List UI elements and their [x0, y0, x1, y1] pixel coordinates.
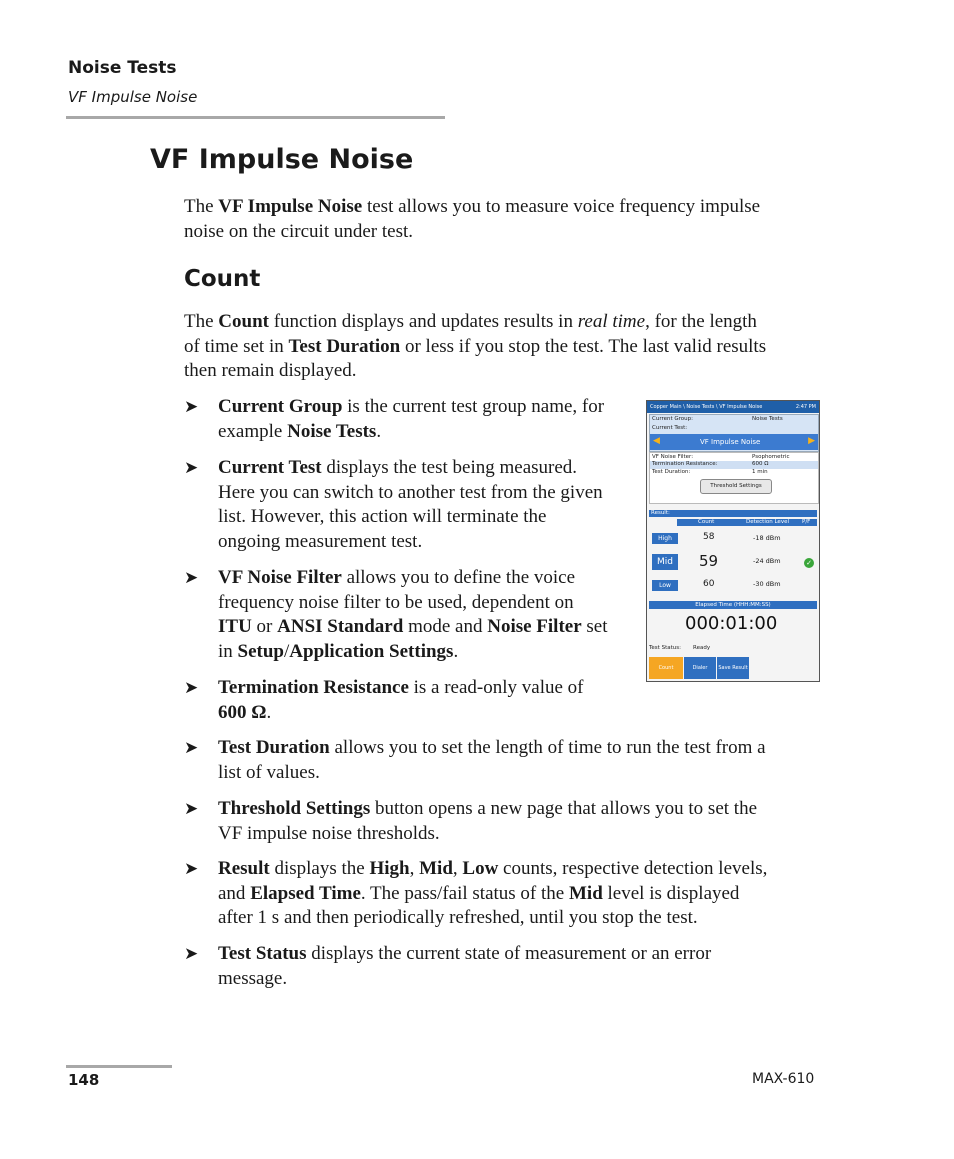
device-title-bar — [647, 401, 819, 413]
bullet-arrow-icon: ➤ — [184, 738, 199, 758]
bullet-arrow-icon: ➤ — [184, 859, 199, 879]
arrow-right-icon[interactable]: ▶ — [808, 436, 815, 446]
result-table: High 58 -18 dBm Mid 59 -24 dBm ✓ Low 60 -30 dBm — [649, 531, 817, 593]
bullet-arrow-icon: ➤ — [184, 458, 199, 478]
device-clock: 2:47 PM — [795, 404, 816, 410]
count-tab-button[interactable]: Count — [649, 657, 683, 679]
running-header-section: VF Impulse Noise — [68, 88, 198, 106]
pass-check-icon: ✓ — [804, 558, 814, 568]
device-breadcrumb: Copper Main \ Noise Tests \ VF Impulse Noise — [650, 404, 763, 410]
running-header-chapter: Noise Tests — [68, 58, 177, 78]
elapsed-time-header: Elapsed Time (HHH:MM:SS) — [649, 601, 817, 609]
count-paragraph: The Count function displays and updates results in real time, for the length of time set in Test Duration or less if you stop the test. The last valid results then remain displayed. — [184, 311, 767, 381]
device-group-panel: Current Group: Noise Tests Current Test: ◀ VF Impulse Noise ▶ — [649, 414, 819, 452]
arrow-left-icon[interactable]: ◀ — [653, 436, 660, 446]
bullet-arrow-icon: ➤ — [184, 678, 199, 698]
device-test-selector[interactable]: ◀ VF Impulse Noise ▶ — [650, 434, 818, 450]
header-rule — [66, 116, 445, 119]
device-screenshot: Copper Main \ Noise Tests \ VF Impulse Noise 2:47 PM Current Group: Noise Tests Current Test: ◀ VF Impulse Noise ▶ VF Noise Filter: Psophometric Termination Resistance: 600 Ω Test Duration: 1 min Threshold Settings Result: Count Detection Level P/F High 58 -18 dBm Mid 59 -24 dBm ✓ Low 60 -30 dBm Elapsed Time (HHH:MM:SS) 000:01:00 Test Status: Ready Count Dialer Save Result — [646, 400, 820, 682]
bullet-arrow-icon: ➤ — [184, 397, 199, 417]
section-title: Count — [184, 266, 261, 292]
elapsed-time-value: 000:01:00 — [685, 613, 778, 634]
save-result-button[interactable]: Save Result — [717, 657, 749, 679]
bullet-arrow-icon: ➤ — [184, 944, 199, 964]
device-settings-panel: VF Noise Filter: Psophometric Termination Resistance: 600 Ω Test Duration: 1 min Threshold Settings — [649, 452, 819, 504]
dialer-button[interactable]: Dialer — [684, 657, 716, 679]
threshold-settings-button[interactable]: Threshold Settings — [700, 479, 772, 494]
bullet-arrow-icon: ➤ — [184, 568, 199, 588]
page-title: VF Impulse Noise — [150, 144, 414, 175]
product-name: MAX-610 — [752, 1071, 815, 1087]
footer-rule — [66, 1065, 172, 1068]
bullet-arrow-icon: ➤ — [184, 799, 199, 819]
intro-paragraph: The VF Impulse Noise test allows you to measure voice frequency impulse noise on the circuit under test. — [184, 196, 761, 242]
page-number: 148 — [68, 1071, 100, 1089]
result-table-header: Count Detection Level P/F — [677, 519, 817, 526]
